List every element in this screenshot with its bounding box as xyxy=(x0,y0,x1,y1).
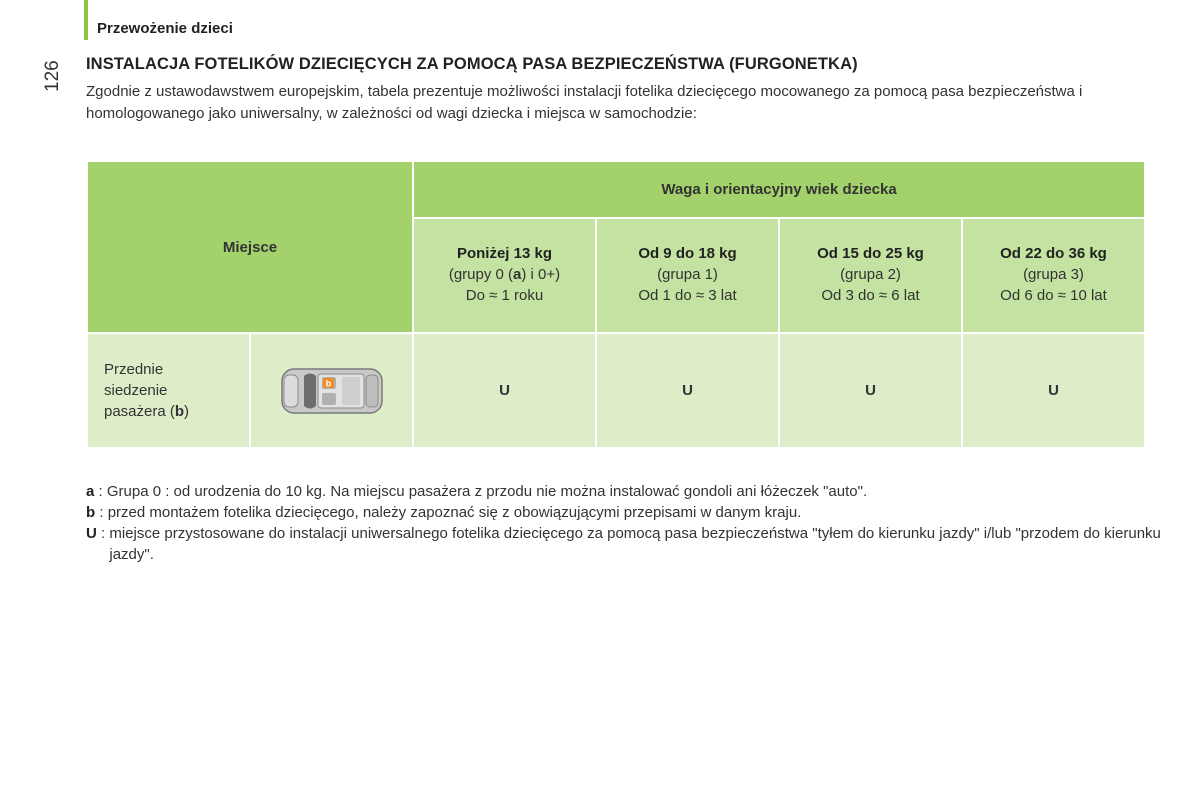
value-cell: U xyxy=(962,333,1145,448)
section-accent-bar xyxy=(84,0,88,40)
child-seat-table xyxy=(86,160,1146,449)
intro-paragraph: Zgodnie z ustawodawstwem europejskim, tabela prezentuje możliwości instalacji fotelika dziecięcego mocowanego za pomocą pasa bezpieczeństwa i homologowanego jako uniwersalny, w zależności od wagi dziecka i miejsca w samochodzie: xyxy=(86,83,1083,122)
front-passenger-seat-label: Przednie siedzenie pasażera (b) xyxy=(87,333,250,448)
value-cell: U xyxy=(596,333,779,448)
weight-title: Od 9 do 18 kg xyxy=(638,245,737,262)
page-number: 126 xyxy=(42,60,63,92)
weight-title: Od 22 do 36 kg xyxy=(1000,245,1107,262)
weight-group: (grupy 0 (a) i 0+) xyxy=(448,266,561,283)
weight-column-1 xyxy=(596,218,779,333)
footnote-u: U : miejsce przystosowane do instalacji uniwersalnego fotelika dziecięcego za pomocą pasa bezpieczeństwa "tyłem do kierunku jazdy" i/lub "przodem do kierunku jazdy". xyxy=(86,525,1161,563)
car-seat-diagram xyxy=(250,333,413,448)
weight-group: (grupa 2) xyxy=(840,266,901,283)
section-title: Przewożenie dzieci xyxy=(97,20,233,37)
weight-age: Od 6 do ≈ 10 lat xyxy=(1000,287,1107,304)
footnote-a: a : Grupa 0 : od urodzenia do 10 kg. Na miejscu pasażera z przodu nie można instalować gondoli ani łóżeczek "auto". xyxy=(86,483,868,500)
footnote-b: b : przed montażem fotelika dziecięcego, należy zapoznać się z obowiązującymi przepisami w danym kraju. xyxy=(86,504,802,521)
weight-column-3 xyxy=(962,218,1145,333)
weight-column-2 xyxy=(779,218,962,333)
weight-title: Poniżej 13 kg xyxy=(456,245,553,262)
weight-title: Od 15 do 25 kg xyxy=(817,245,924,262)
weight-group: (grupa 1) xyxy=(657,266,718,283)
weight-group: (grupa 3) xyxy=(1023,266,1084,283)
place-header: Miejsce xyxy=(87,161,413,333)
seat-marker-label: b xyxy=(325,378,331,388)
weight-header: Waga i orientacyjny wiek dziecka xyxy=(413,161,1145,218)
weight-age: Od 1 do ≈ 3 lat xyxy=(638,287,737,304)
weight-age: Do ≈ 1 roku xyxy=(465,287,544,304)
weight-age: Od 3 do ≈ 6 lat xyxy=(821,287,920,304)
value-cell: U xyxy=(779,333,962,448)
footnotes xyxy=(86,481,1176,565)
car-top-view-icon xyxy=(280,367,384,415)
weight-column-0 xyxy=(413,218,596,333)
page-heading: INSTALACJA FOTELIKÓW DZIECIĘCYCH ZA POMOCĄ PASA BEZPIECZEŃSTWA (FURGONETKA) xyxy=(86,55,858,73)
value-cell: U xyxy=(413,333,596,448)
